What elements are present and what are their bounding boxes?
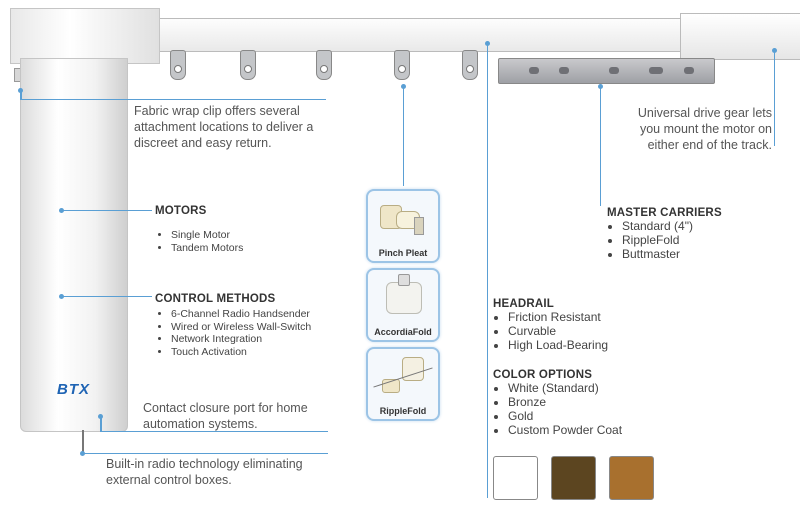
control-methods-section — [155, 293, 311, 358]
list-item: • Gold — [508, 409, 622, 423]
accordiafold-thumbnail: AccordiaFold — [366, 268, 440, 342]
gold-swatch — [609, 456, 654, 500]
bronze-swatch — [551, 456, 596, 500]
list-item: • Bronze — [508, 395, 622, 409]
headrail-section — [493, 298, 608, 352]
track-headrail — [150, 18, 722, 52]
contact-port-callout: Contact closure port for home automation systems. — [143, 401, 308, 431]
list-item: • Standard (4") — [622, 219, 722, 233]
master-carriers-list — [607, 219, 722, 261]
headrail-list — [493, 310, 608, 352]
drive-gear-bracket — [498, 58, 715, 84]
control-methods-list — [155, 308, 311, 358]
carrier-hook — [240, 50, 256, 80]
list-item: • Touch Activation — [171, 346, 311, 359]
carrier-hook — [170, 50, 186, 80]
carrier-hook — [316, 50, 332, 80]
btx-logo: BTX — [57, 381, 90, 398]
list-item: • Tandem Motors — [171, 242, 243, 255]
list-item: • Curvable — [508, 324, 608, 338]
carrier-hook — [394, 50, 410, 80]
white-swatch — [493, 456, 538, 500]
list-item: • High Load-Bearing — [508, 338, 608, 352]
fabric-wrap-callout: Fabric wrap clip offers several attachment locations to deliver a discreet and easy return. — [134, 104, 314, 150]
list-item: • RippleFold — [622, 233, 722, 247]
master-carriers-heading: MASTER CARRIERS — [607, 207, 722, 219]
master-carriers-section — [607, 207, 722, 261]
list-item: • Network Integration — [171, 333, 311, 346]
list-item: • 6-Channel Radio Handsender — [171, 308, 311, 321]
color-options-heading: COLOR OPTIONS — [493, 369, 593, 381]
headrail-heading: HEADRAIL — [493, 298, 555, 310]
color-options-section — [493, 369, 622, 437]
track-end-cap — [680, 13, 800, 60]
motor-top-cap — [10, 8, 160, 64]
radio-antenna — [82, 430, 84, 452]
list-item: • White (Standard) — [508, 381, 622, 395]
carrier-hook — [462, 50, 478, 80]
radio-callout: Built-in radio technology eliminating external control boxes. — [106, 457, 303, 487]
list-item: • Single Motor — [171, 229, 243, 242]
motor-body — [20, 58, 128, 432]
drive-gear-callout: Universal drive gear lets you mount the motor on either end of the track. — [637, 106, 772, 152]
motors-heading: MOTORS — [155, 205, 207, 217]
control-methods-heading: CONTROL METHODS — [155, 293, 276, 305]
list-item: • Wired or Wireless Wall-Switch — [171, 321, 311, 334]
list-item: • Custom Powder Coat — [508, 423, 622, 437]
color-options-list — [493, 381, 622, 437]
ripplefold-thumbnail: RippleFold — [366, 347, 440, 421]
motors-list — [155, 229, 243, 254]
motors-section — [155, 205, 243, 254]
list-item: • Friction Resistant — [508, 310, 608, 324]
list-item: • Buttmaster — [622, 247, 722, 261]
pinch-pleat-thumbnail: Pinch Pleat — [366, 189, 440, 263]
